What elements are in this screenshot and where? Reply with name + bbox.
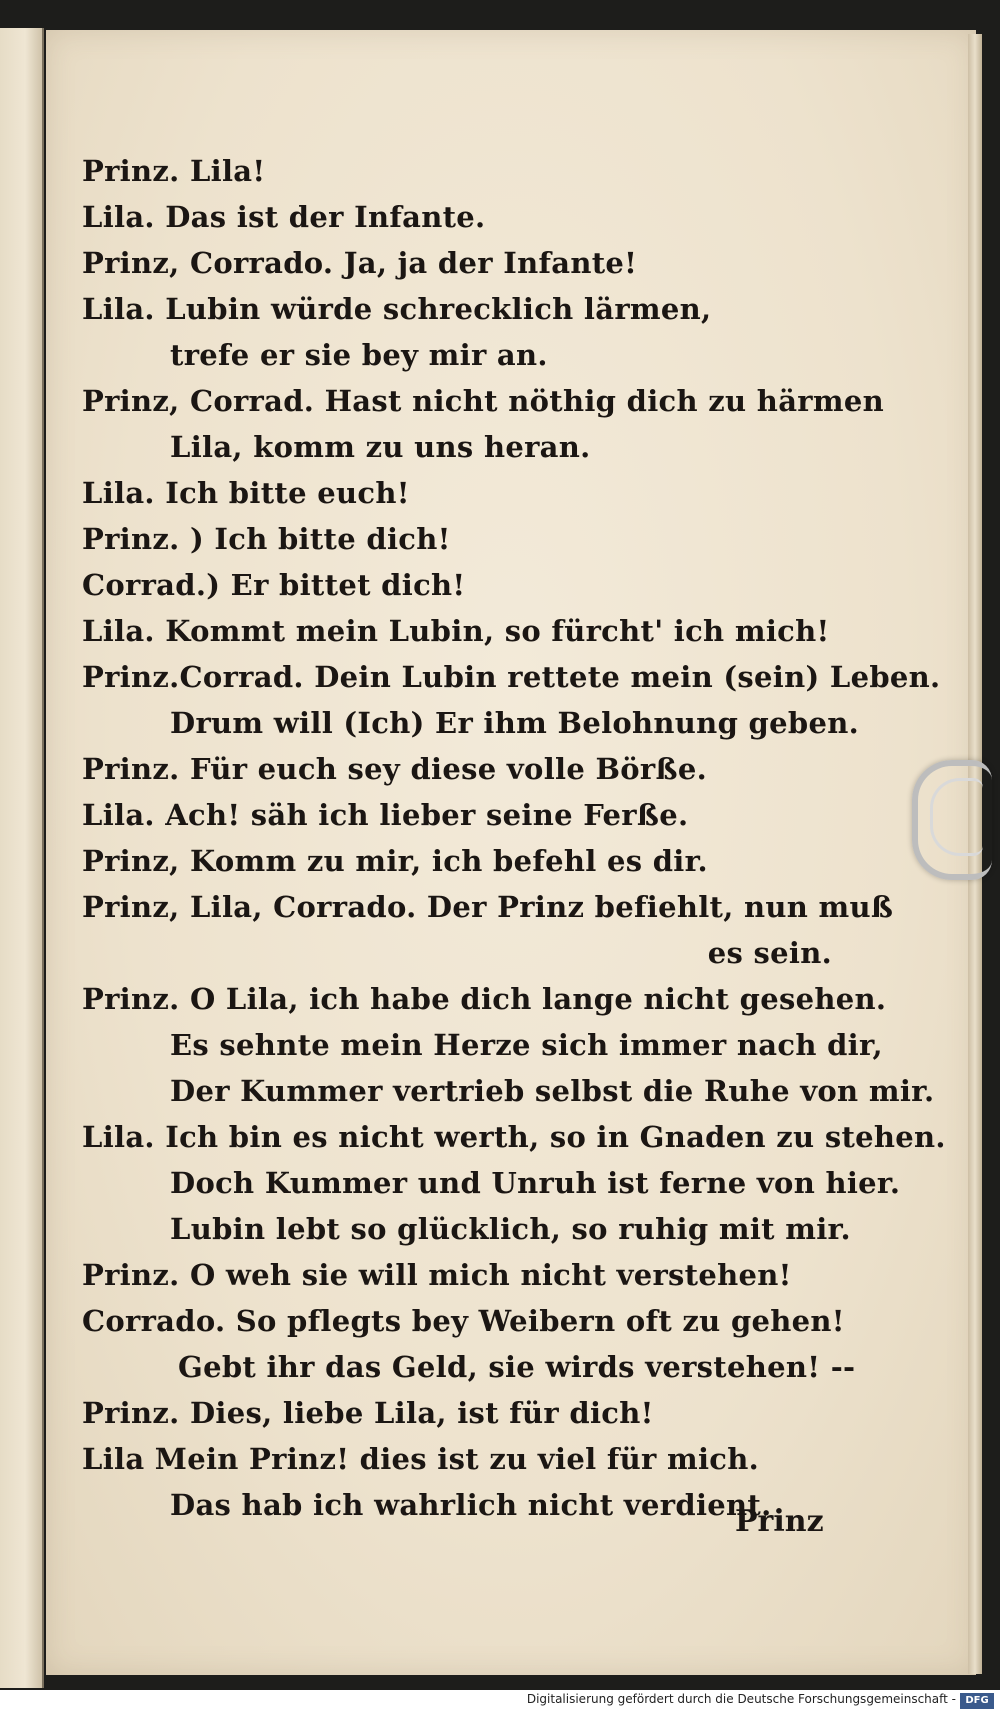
dfg-logo-icon: DFG — [960, 1693, 994, 1709]
text-line: Corrado. So pflegts bey Weibern oft zu gehen! — [82, 1304, 845, 1338]
text-line: Der Kummer vertrieb selbst die Ruhe von mir. — [170, 1074, 935, 1108]
text-line: Lila Mein Prinz! dies ist zu viel für mich. — [82, 1442, 759, 1476]
text-line: Lila. Ich bin es nicht werth, so in Gnaden zu stehen. — [82, 1120, 946, 1154]
text-line: Prinz, Komm zu mir, ich befehl es dir. — [82, 844, 708, 878]
footer-bar — [0, 1690, 1000, 1714]
text-line: Lubin lebt so glücklich, so ruhig mit mir. — [170, 1212, 851, 1246]
text-line: Prinz, Lila, Corrado. Der Prinz befiehlt, nun muß — [82, 890, 894, 924]
text-line: Prinz, Corrado. Ja, ja der Infante! — [82, 246, 638, 280]
text-line: es sein. — [707, 936, 832, 970]
text-line: Lila. Das ist der Infante. — [82, 200, 486, 234]
text-line: Prinz, Corrad. Hast nicht nöthig dich zu härmen — [82, 384, 884, 418]
text-line: Doch Kummer und Unruh ist ferne von hier. — [170, 1166, 901, 1200]
text-line: Lila. Ich bitte euch! — [82, 476, 410, 510]
left-page-edge — [0, 28, 44, 1688]
text-line: Prinz. O Lila, ich habe dich lange nicht gesehen. — [82, 982, 887, 1016]
text-line: Lila. Lubin würde schrecklich lärmen, — [82, 292, 712, 326]
text-line: Prinz. Dies, liebe Lila, ist für dich! — [82, 1396, 654, 1430]
text-line: Lila. Kommt mein Lubin, so fürcht' ich mich! — [82, 614, 830, 648]
text-line: Corrad.) Er bittet dich! — [82, 568, 466, 602]
text-line: Prinz.Corrad. Dein Lubin rettete mein (sein) Leben. — [82, 660, 941, 694]
text-line: Es sehnte mein Herze sich immer nach dir, — [170, 1028, 883, 1062]
text-line: Drum will (Ich) Er ihm Belohnung geben. — [170, 706, 859, 740]
page-text — [82, 148, 946, 1528]
text-line: Lila. Ach! säh ich lieber seine Ferße. — [82, 798, 689, 832]
text-line: Lila, komm zu uns heran. — [170, 430, 591, 464]
text-line: Prinz. O weh sie will mich nicht verstehen! — [82, 1258, 792, 1292]
text-line: Prinz. Für euch sey diese volle Börße. — [82, 752, 707, 786]
text-line: trefe er sie bey mir an. — [170, 338, 548, 372]
text-line: Prinz. Lila! — [82, 154, 266, 188]
text-line: Prinz. ) Ich bitte dich! — [82, 522, 451, 556]
text-line: Gebt ihr das Geld, sie wirds verstehen! -- — [178, 1350, 856, 1384]
catchword: Prinz — [735, 1504, 824, 1539]
text-line: Das hab ich wahrlich nicht verdient. — [170, 1488, 772, 1522]
page-clip-inner — [930, 778, 983, 856]
footer-credit: Digitalisierung gefördert durch die Deutsche Forschungsgemeinschaft - — [526, 1692, 956, 1706]
